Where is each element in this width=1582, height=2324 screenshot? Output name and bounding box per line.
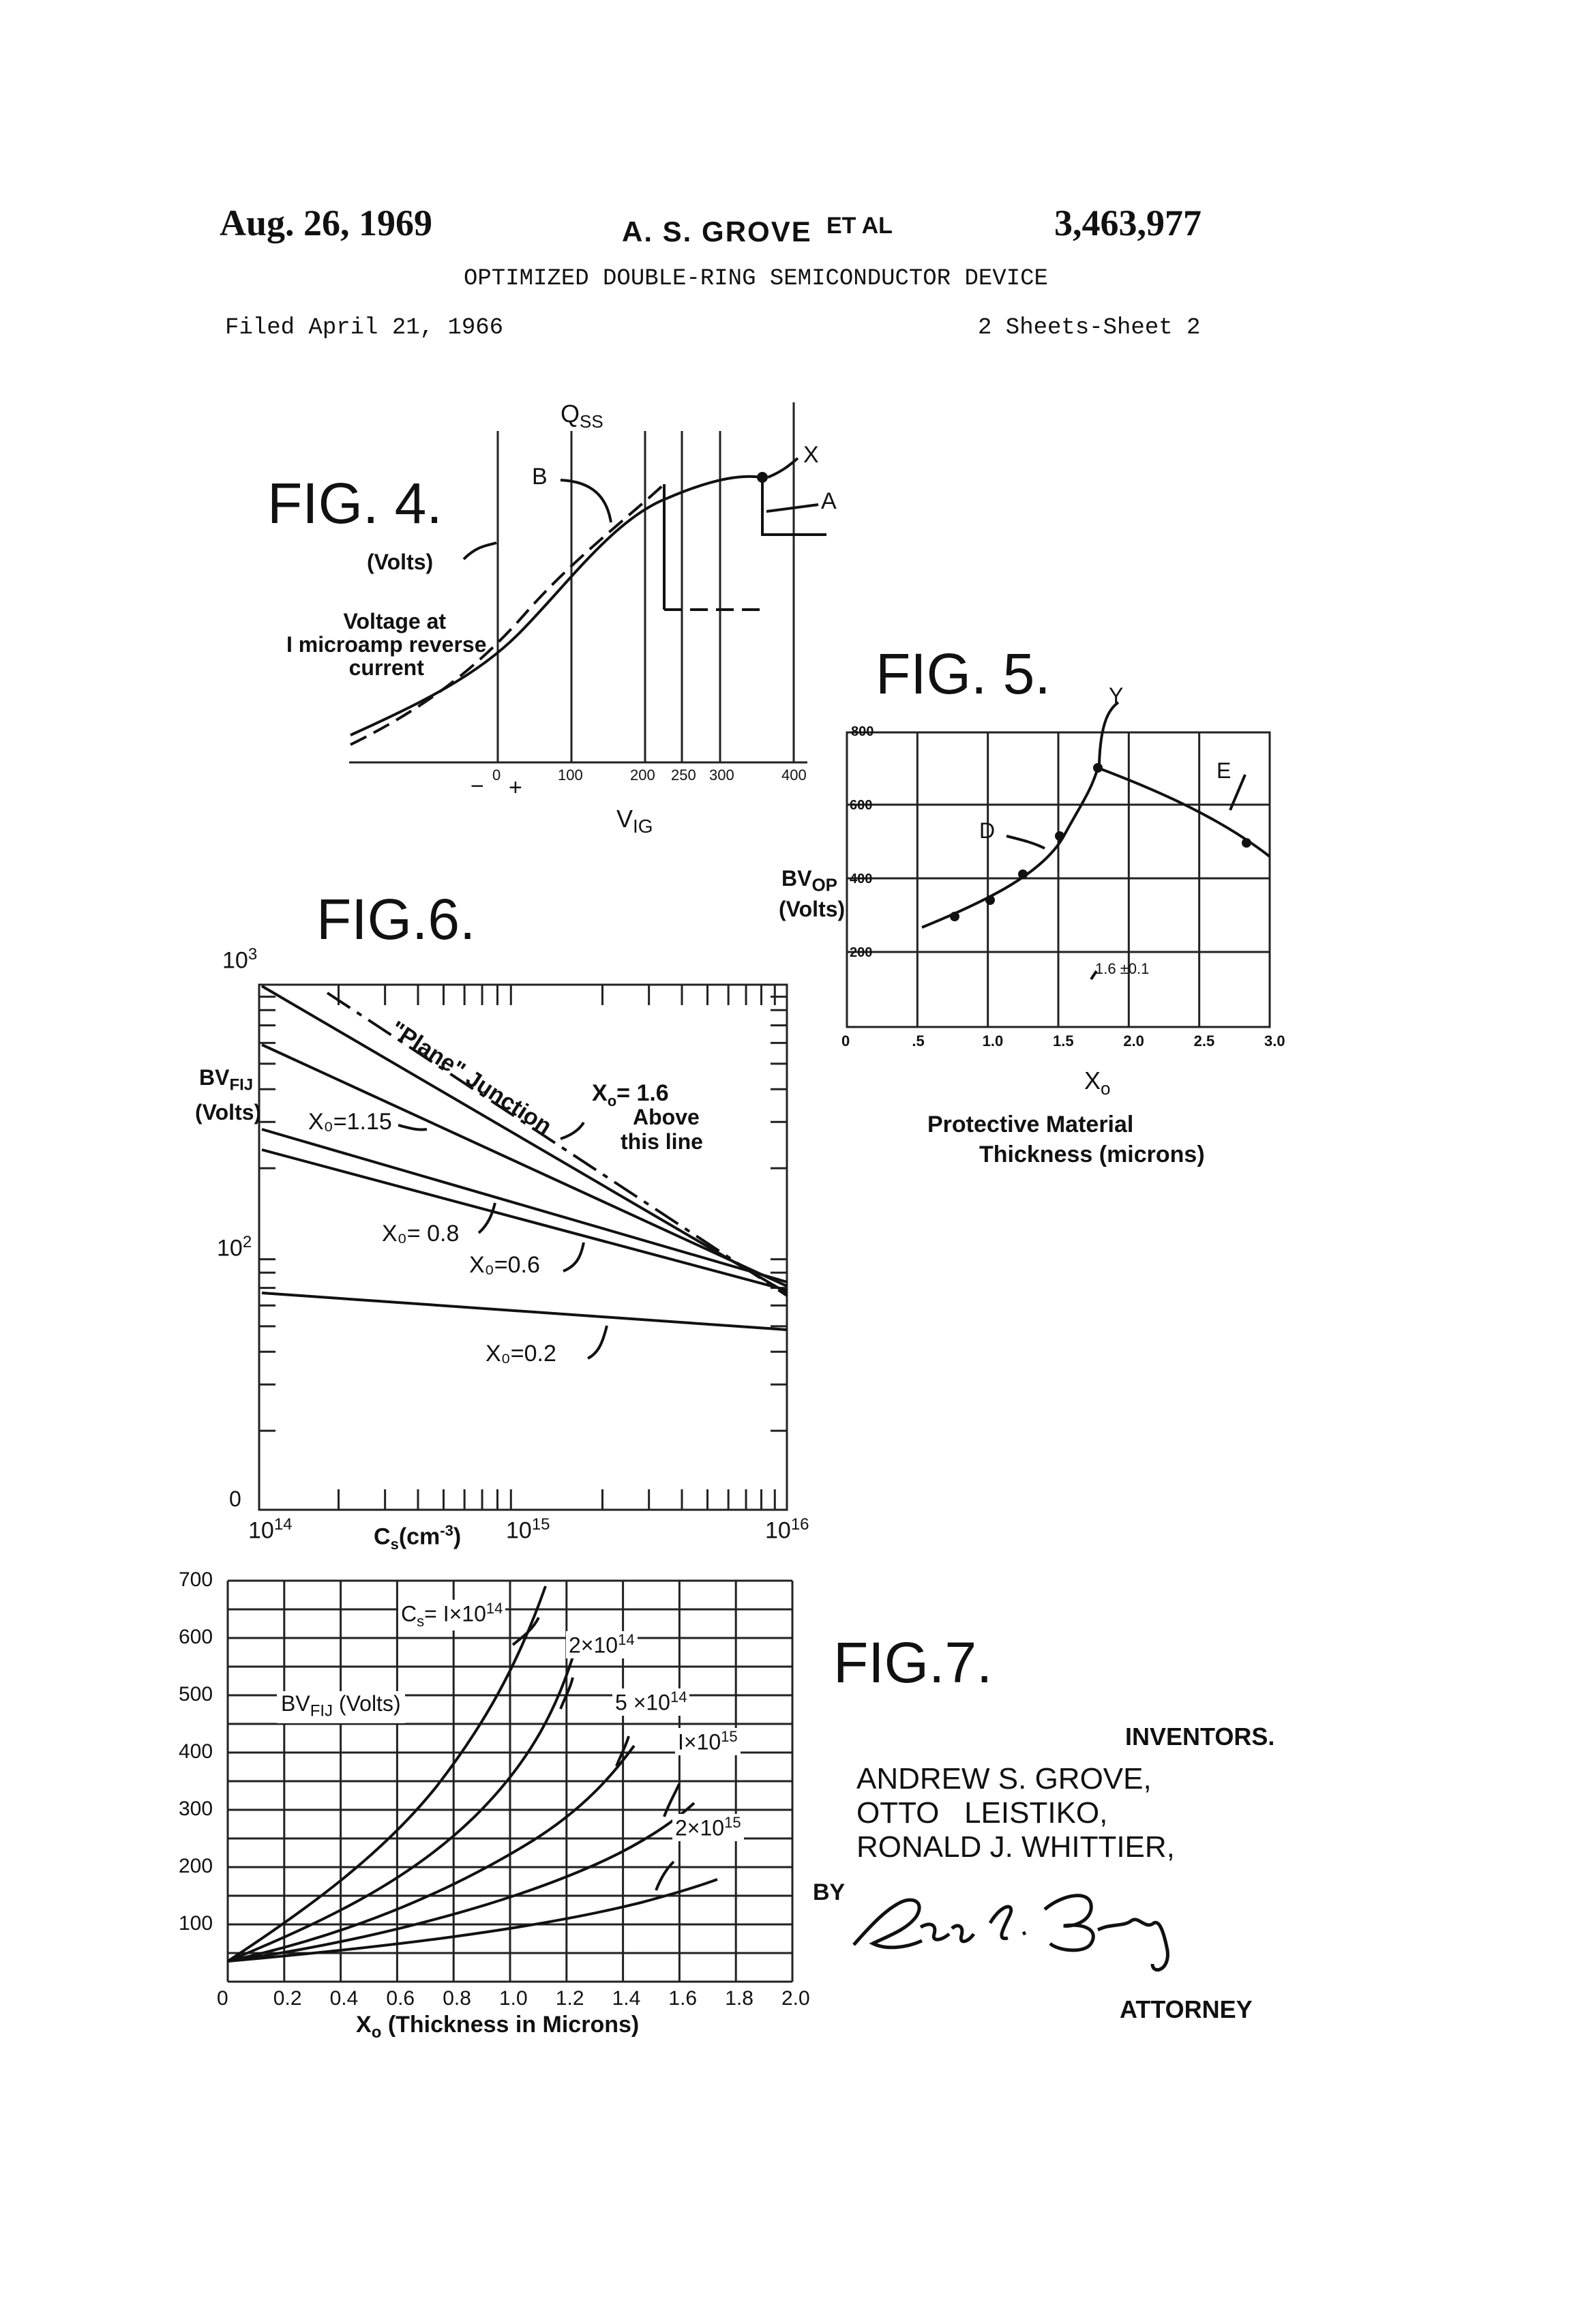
fig4-curve-b-label: B [532,464,548,490]
fig7-curve-2-exp: 14 [618,1631,634,1648]
fig6-x16-text: X [592,1080,608,1106]
fig6-x-label [374,1522,461,1553]
signature-text [859,1878,860,1879]
fig6-xtick-1e15 [506,1515,550,1544]
fig7-curve-5-base: 2×10 [675,1816,724,1841]
fig6-curve-label-06: X₀=0.6 [469,1252,540,1279]
fig4-ylabel-line3: current [286,656,487,679]
fig5-caption-1: Protective Material [927,1112,1133,1138]
fig6-xlabel-text: C [374,1523,391,1549]
fig6-xtick-1e14-exp: 14 [274,1515,293,1534]
fig4-curve-a [350,477,762,735]
fig4-tick-400: 400 [781,766,807,784]
fig6-xlabel-close: ) [453,1523,461,1549]
et-al: ET AL [826,213,893,239]
fig7-curve-1e15 [228,1803,694,1961]
fig7-grid [228,1581,792,1982]
fig6-ytick-1000-base: 10 [222,947,248,973]
inventors-heading: INVENTORS. [1125,1723,1274,1751]
fig4-ylabel-line2: I microamp reverse [286,633,487,656]
fig7-xtick: 0.8 [443,1987,471,2010]
fig6-xtick-1e14 [248,1515,293,1544]
fig7-curve-4-exp: 15 [721,1728,737,1745]
fig7-curve-label-2e14 [566,1631,638,1658]
fig7-curve-1e14 [228,1586,546,1961]
fig6-curve-label-02: X₀=0.2 [486,1341,556,1367]
fig7-ytick: 400 [179,1740,213,1763]
fig4-plus-sign: + [509,775,522,801]
fig4-a-leader [766,505,818,511]
fig6-curve-label-08: X₀= 0.8 [382,1221,459,1247]
fig7-curve-2-base: 2×10 [569,1633,618,1658]
fig7-curve-3-base: 5 ×10 [615,1690,670,1715]
sheet-info: 2 Sheets-Sheet 2 [978,315,1200,341]
fig6-ylabel-sub: FIJ [229,1075,253,1094]
fig5-data-point [1242,838,1251,848]
fig6-ytick-1000 [222,945,257,974]
patent-number: 3,463,977 [1054,202,1202,244]
fig7-leader-1 [513,1618,539,1645]
fig7-cs-text: C [401,1602,417,1626]
fig4-qss-label [561,400,603,432]
fig6-ytick-100-exp: 2 [243,1233,252,1251]
fig4-point-x-marker [757,472,768,483]
fig7-curve-1-base: = I×10 [424,1602,486,1626]
fig5-xtick: 3.0 [1264,1032,1285,1050]
fig6-y-label [195,1064,261,1126]
fig5-xtick: 0 [841,1032,850,1050]
fig4-chart [349,402,826,762]
fig6-curve-x02 [262,1293,787,1330]
fig5-data-point [950,912,959,921]
fig7-ytick: 200 [179,1855,213,1878]
fig5-curve-d [922,768,1098,927]
fig5-ytick-200: 200 [850,945,872,961]
fig4-tick-100: 100 [558,766,583,784]
fig4-curve-a-label: A [821,488,837,515]
fig7-cs-sub: s [417,1613,424,1630]
fig4-volts-leader [464,543,496,559]
fig4-xlabel-sub: IG [633,816,653,837]
fig7-ylabel-sub: FIJ [310,1701,333,1720]
fig5-xtick: 1.0 [983,1032,1004,1050]
fig5-data-points [950,763,1251,921]
fig7-label: FIG.7. [833,1630,992,1696]
inventor-short: A. S. GROVE [622,215,812,248]
fig7-xtick: 0.6 [386,1987,415,2010]
fig6-ytick-100 [217,1233,252,1262]
fig5-annotation: 1.6 ±0.1 [1095,960,1149,978]
fig7-curve-5-exp: 15 [724,1814,741,1831]
fig7-y-label [277,1691,405,1723]
fig7-curve-label-1e15 [675,1728,741,1755]
fig7-ytick: 700 [179,1568,213,1592]
fig6-xtick-1e16-exp: 16 [791,1515,809,1534]
fig6-ytick-100-base: 10 [217,1235,243,1261]
fig7-curve-label-2e15 [672,1814,744,1841]
fig6-xlabel-unit: (cm [399,1523,440,1549]
inventor-name-1: ANDREW S. GROVE, [856,1762,1152,1796]
fig7-curve-3-exp: 14 [670,1688,687,1705]
fig6-x16-value: = 1.6 [616,1080,669,1106]
fig6-ylabel-units: (Volts) [195,1099,261,1126]
fig7-chart [228,1581,792,1982]
fig6-xlabel-sub: s [391,1536,399,1553]
fig5-ytick-800: 800 [851,724,874,740]
fig6-xtick-1e14-base: 10 [248,1517,274,1543]
fig6-x06-leader [563,1242,584,1271]
fig5-data-point [1018,869,1028,879]
fig4-label: FIG. 4. [267,471,443,537]
attorney-label: ATTORNEY [1120,1995,1253,2024]
fig6-label: FIG.6. [316,887,475,953]
fig5-curve-e-label: E [1217,758,1231,784]
fig6-xtick-1e16-base: 10 [765,1517,791,1543]
fig5-xlabel-text: X [1084,1067,1101,1094]
fig5-ytick-400: 400 [850,872,872,887]
fig6-plane-junction-label: "Plane" Junction [385,1016,556,1140]
patent-title: OPTIMIZED DOUBLE-RING SEMICONDUCTOR DEVICE [464,266,1048,292]
fig6-xtick-1e15-exp: 15 [532,1515,550,1534]
figures-svg [0,0,1582,2324]
fig7-ytick: 500 [179,1683,213,1706]
fig5-data-point [985,895,995,905]
fig7-leader-5 [656,1862,674,1890]
fig5-x-label [1084,1067,1110,1099]
fig5-point-y-label: Y [1109,683,1123,709]
fig7-xtick: 1.6 [668,1987,697,2010]
fig6-ylabel-text: BV [199,1065,229,1090]
fig7-curve-1-exp: 14 [486,1600,503,1617]
fig7-x-label [356,2012,639,2042]
fig7-ylabel-units: (Volts) [339,1691,401,1716]
fig4-minus-sign: − [471,773,484,800]
fig5-data-point [1055,831,1064,841]
fig5-gridlines [847,732,1270,1027]
fig6-xtick-1e15-base: 10 [506,1517,532,1543]
fig7-xtick: 1.2 [556,1987,584,2010]
fig5-ylabel-sub: OP [811,874,837,895]
fig5-xtick: 2.0 [1123,1032,1144,1050]
fig7-ytick: 100 [179,1912,213,1935]
inventor-name-2: OTTO LEISTIKO, [856,1796,1107,1830]
fig7-leader-4 [664,1784,679,1817]
fig5-y-label [779,866,845,921]
fig6-ytick-0: 0 [229,1487,241,1512]
fig7-ytick: 600 [179,1626,213,1649]
fig5-ylabel-text: BV [781,866,811,891]
fig4-x-label [616,805,653,837]
fig5-xtick: 2.5 [1194,1032,1215,1050]
fig5-caption-2: Thickness (microns) [979,1142,1205,1168]
fig5-xlabel-sub: o [1101,1078,1110,1099]
fig4-xlabel-text: V [616,805,633,833]
fig5-ylabel-units: (Volts) [779,897,845,921]
fig6-x115-leader [398,1125,427,1130]
fig7-curve-label-1e14 [398,1600,505,1630]
fig4-y-label [286,610,487,679]
fig5-ytick-600: 600 [850,798,872,814]
fig5-chart [847,702,1270,1027]
fig7-xtick: 1.4 [612,1987,641,2010]
fig4-qss-text: Q [561,400,580,428]
fig7-xlabel-text: X [356,2012,372,2038]
fig4-tick-300: 300 [709,766,734,784]
fig4-volts-label: (Volts) [367,550,433,575]
fig6-x16-sub: o [608,1092,616,1109]
fig7-ytick: 300 [179,1798,213,1821]
fig6-curve-label-115: X₀=1.15 [308,1109,392,1135]
fig4-tick-0: 0 [492,766,501,784]
fig6-ytick-1000-exp: 3 [248,945,257,964]
fig5-d-leader [1006,836,1045,848]
fig4-qss-sub: SS [580,411,603,432]
fig6-x16-leader [561,1122,584,1139]
fig7-xtick: 1.0 [499,1987,528,2010]
fig7-xlabel-rest: (Thickness in Microns) [388,2012,639,2038]
patent-date: Aug. 26, 1969 [220,202,432,244]
fig7-xtick: 1.8 [725,1987,753,2010]
fig5-xtick: 1.5 [1053,1032,1074,1050]
fig4-point-x-label: X [803,442,819,468]
fig5-curve-d-label: D [979,818,995,844]
fig7-xtick: 0.2 [273,1987,302,2010]
fig6-above-2: this line [621,1129,703,1154]
fig6-x02-leader [588,1326,607,1358]
fig7-xtick: 0 [217,1987,228,2010]
fig6-curve-x115 [262,1045,787,1286]
fig7-xlabel-sub: o [372,2023,382,2042]
fig4-tick-250: 250 [671,766,696,784]
fig4-b-leader [561,480,611,522]
fig4-ylabel-line1: Voltage at [286,610,487,633]
fig6-xtick-1e16 [765,1515,809,1544]
by-label: BY [813,1879,845,1906]
fig5-label: FIG. 5. [876,641,1051,707]
inventor-name-3: RONALD J. WHITTIER, [856,1830,1175,1864]
fig5-data-point [1093,763,1103,773]
signature [854,1896,1167,1970]
fig5-xtick: .5 [912,1032,924,1050]
fig6-above-1: Above [633,1105,700,1130]
fig6-chart [259,985,787,1510]
fig7-ylabel-text: BV [281,1691,310,1716]
fig6-curve-x016 [262,986,787,1293]
fig7-curve-label-5e14 [612,1688,689,1716]
fig6-xlabel-exp: -3 [440,1522,453,1539]
fig7-curve-4-base: I×10 [678,1730,721,1755]
fig7-xtick: 0.4 [330,1987,359,2010]
fig4-tick-200: 200 [630,766,655,784]
fig7-xtick: 2.0 [781,1987,810,2010]
filed-date: Filed April 21, 1966 [225,315,503,341]
